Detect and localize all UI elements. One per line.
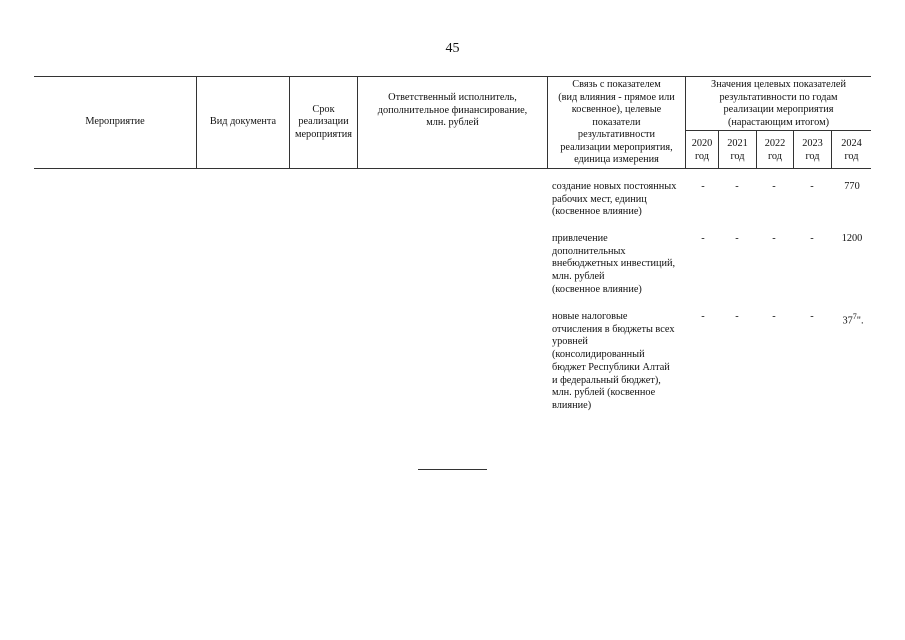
indicator-text: создание новых постоянных рабочих мест, единиц (косвенное влияние) (552, 181, 677, 218)
value-2022: - (772, 311, 776, 322)
year-2024: 2024 год (841, 138, 862, 162)
header-term: Срок реализации мероприятия (294, 103, 353, 140)
value-2024: 37 (842, 315, 853, 327)
header-doc-type: Вид документа (209, 116, 277, 128)
indicator-text: новые налоговые отчисления в бюджеты всех уровней (консолидированный бюджет Республики Алтай и федеральный бюджет), млн. рублей (косвенное влияние) (552, 311, 675, 411)
value-2021: - (735, 311, 739, 322)
value-2020: - (701, 311, 705, 322)
value-2023: - (810, 311, 814, 322)
year-2021: 2021 год (727, 138, 748, 162)
value-2021: - (735, 233, 739, 244)
value-2020: - (701, 233, 705, 244)
header-link: Связь с показателем (вид влияния - прямое или косвенное), целевые показатели результативности реализации мероприятия, единица измерения (558, 79, 675, 165)
value-2024: 1200 (841, 233, 863, 244)
year-2023: 2023 год (802, 138, 823, 162)
page-number: 45 (445, 41, 460, 56)
value-2024-with-footnote (833, 311, 873, 328)
year-2022: 2022 год (764, 138, 786, 162)
header-executor: Ответственный исполнитель, дополнительное финансирование, млн. рублей (377, 92, 528, 128)
year-2020: 2020 год (691, 138, 713, 162)
value-2022: - (772, 181, 776, 192)
header-event: Мероприятие (85, 116, 145, 128)
value-suffix: ". (856, 315, 864, 327)
value-2022: - (772, 233, 776, 244)
footnote-mark: 7 (852, 312, 857, 321)
value-2023: - (810, 233, 814, 244)
value-2021: - (735, 181, 739, 192)
value-2020: - (701, 181, 705, 192)
value-2024: 770 (844, 181, 860, 192)
indicator-text: привлечение дополнительных внебюджетных инвестиций, млн. рублей (косвенное влияние) (552, 233, 676, 295)
footnote-separator (418, 469, 487, 470)
table-header (34, 76, 871, 169)
header-values: Значения целевых показателей результативности по годам реализации мероприятия (нарастающим итогом) (711, 79, 846, 128)
value-2023: - (810, 181, 814, 192)
